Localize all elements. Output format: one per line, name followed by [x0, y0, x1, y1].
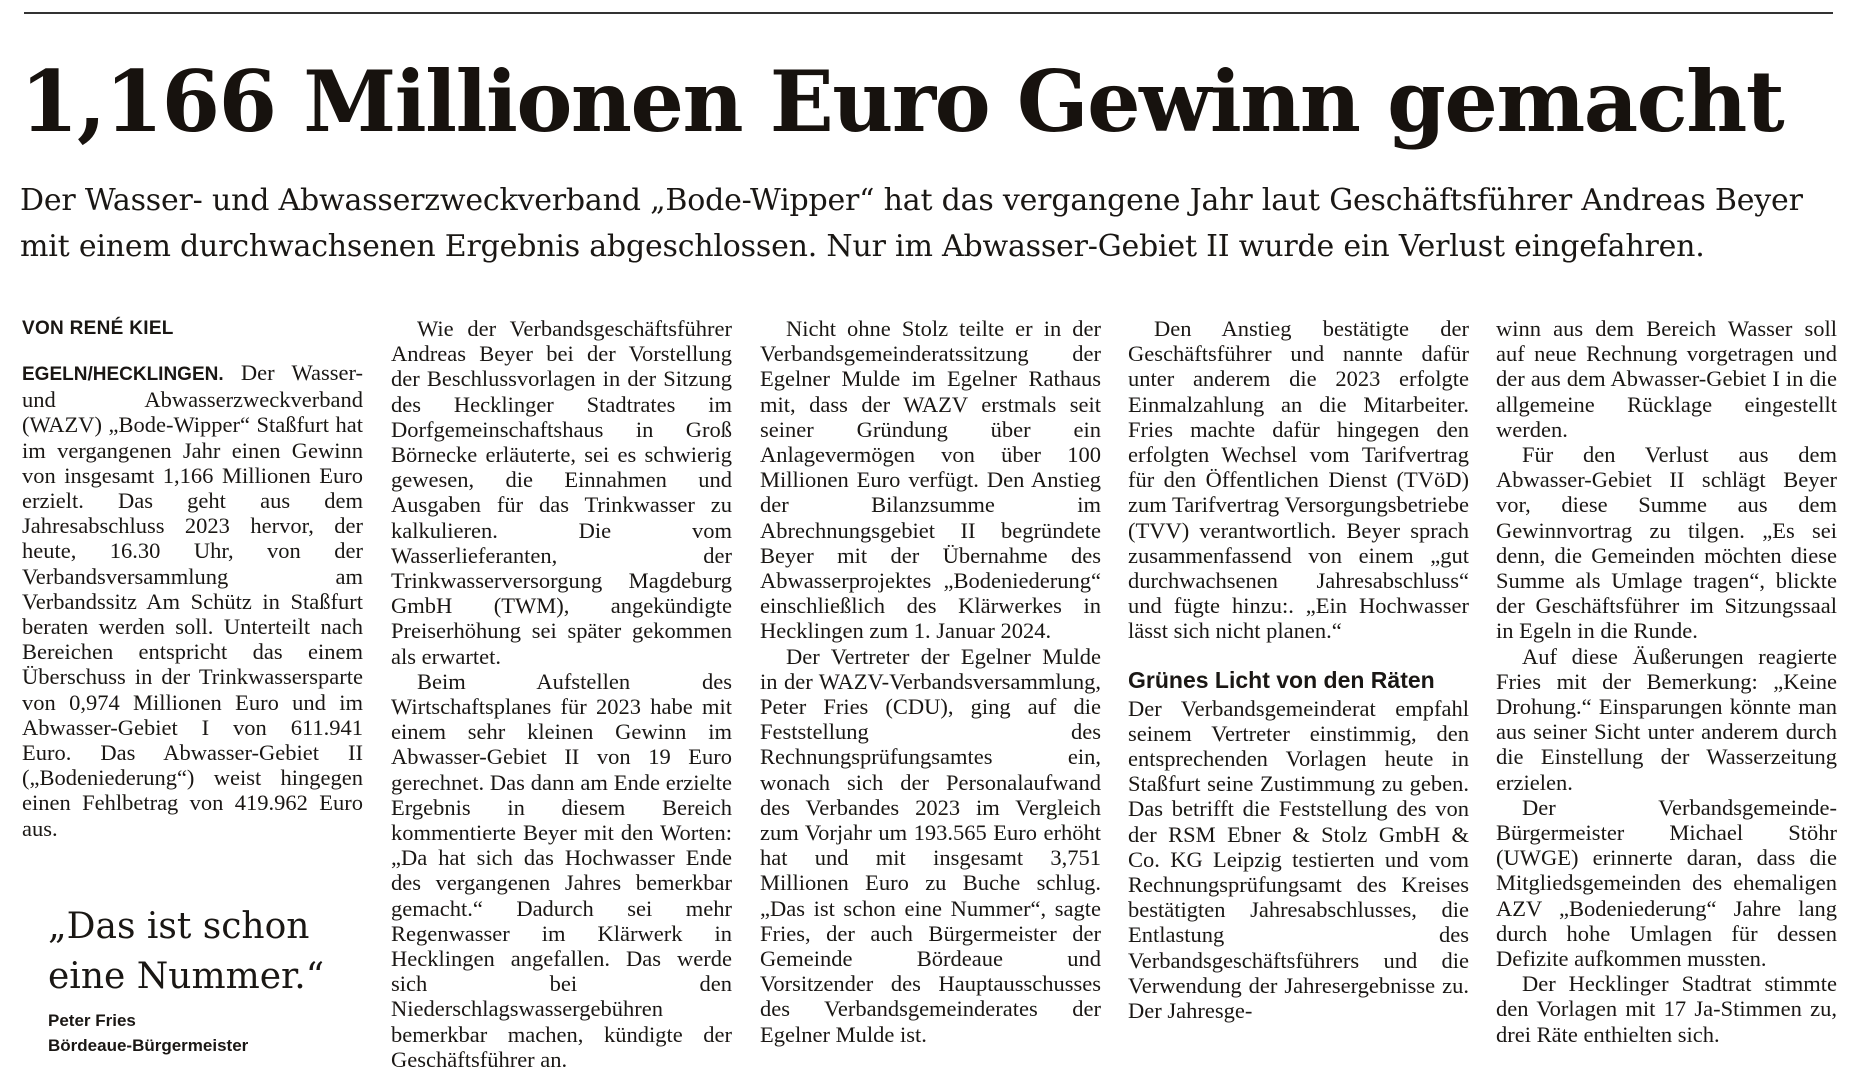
pull-quote-attribution: [48, 1008, 368, 1058]
article-column-4: [1128, 316, 1469, 1023]
paragraph: winn aus dem Bereich Wasser soll auf neue Rechnung vorgetragen und der aus dem Abwasser-Gebiet I in die allgemeine Rücklage eingestellt werden.: [1496, 316, 1837, 442]
byline: VON RENÉ KIEL: [22, 318, 174, 339]
pull-quote: „Das ist schon eine Nummer.“: [48, 906, 325, 997]
pull-quote-name: Peter Fries: [48, 1011, 136, 1030]
paragraph: Nicht ohne Stolz teilte er in der Verbandsgemeinderatssitzung der Egelner Mulde im Egelner Rathaus mit, dass der WAZV erstmals seit seiner Gründung über ein Anlagevermögen von über 100 Millionen Euro verfügt. Den Anstieg der Bilanzsumme im Abrechnungsgebiet II begründete Beyer mit der Übernahme des Abwasserprojektes „Bodeniederung“ einschließlich des Klärwerkes in Hecklingen zum 1. Januar 2024.: [760, 316, 1101, 644]
article-column-5: [1496, 316, 1837, 1047]
headline: 1,166 Millionen Euro Gewinn gemacht: [20, 52, 1784, 151]
paragraph: Auf diese Äußerungen reagierte Fries mit der Bemerkung: „Keine Drohung.“ Einsparungen könnte man aus seiner Sicht unter anderem durch die Einstellung der Wasserzeitung erzielen.: [1496, 643, 1837, 795]
subheading: Grünes Licht von den Räten: [1128, 666, 1435, 693]
article-column-3: [760, 316, 1101, 1047]
article-column-1: [22, 360, 363, 841]
paragraph: Beim Aufstellen des Wirtschaftsplanes für 2023 habe mit einem sehr kleinen Gewinn im Abwasser-Gebiet II von 19 Euro gerechnet. Das dann am Ende erzielte Ergebnis in diesem Bereich kommentierte Beyer mit den Worten: „Da hat sich das Hochwasser Ende des vergangenen Jahres bemerkbar gemacht.“ Dadurch sei mehr Regenwasser im Klärwerk in Hecklingen angefallen. Das werde sich bei den Niederschlagswassergebühren bemerkbar machen, kündigte der Geschäftsführer an.: [391, 668, 732, 1072]
paragraph: Der Vertreter der Egelner Mulde in der WAZV-Verbandsversammlung, Peter Fries (CDU), ging auf die Feststellung des Rechnungsprüfungsamtes ein, wonach sich der Personalaufwand des Verbandes 2023 im Vergleich zum Vorjahr um 193.565 Euro erhöht hat und mit insgesamt 3,751 Millionen Euro zu Buche schlug. „Das ist schon eine Nummer“, sagte Fries, der auch Bürgermeister der Gemeinde Bördeaue und Vorsitzender des Hauptausschusses des Verbandsgemeinderates der Egelner Mulde ist.: [760, 643, 1101, 1047]
paragraph: Den Anstieg bestätigte der Geschäftsführer und nannte dafür unter anderem die 2023 erfolgte Einmalzahlung an die Mitarbeiter. Fries machte dafür hingegen den erfolgten Wechsel vom Tarifvertrag für den Öffentlichen Dienst (TVöD) zum Tarifvertrag Versorgungsbetriebe (TVV) verantwortlich. Beyer sprach zusammenfassend von einem „gut durchwachsenen Jahresabschluss“ und fügte hinzu:. „Ein Hochwasser lässt sich nicht planen.“: [1128, 316, 1469, 644]
lead-text: Der Wasser- und Abwasserzweckverband (WAZV) „Bode-Wipper“ Staßfurt hat im vergangenen Jahr einen Gewinn von insgesamt 1,166 Millionen Euro erzielt. Das geht aus dem Jahresabschluss 2023 hervor, der heute, 16.30 Uhr, von der Verbandsversammlung am Verbandssitz Am Schütz in Staßfurt beraten werden soll. Unterteilt nach Bereichen entspricht das einem Überschuss in der Trinkwassersparte von 0,974 Millionen Euro und im Abwasser-Gebiet I von 611.941 Euro. Das Abwasser-Gebiet II („Bodeniederung“) weist hingegen einen Fehlbetrag von 419.962 Euro aus.: [22, 360, 363, 841]
paragraph: Der Verbandsgemeinderat empfahl seinem Vertreter einstimmig, den entsprechenden Vorlagen heute in Staßfurt seine Zustimmung zu geben. Das betrifft die Feststellung des von der RSM Ebner & Stolz GmbH & Co. KG Leipzig testierten und vom Rechnungsprüfungsamt des Kreises bestätigten Jahresabschlusses, die Entlastung des Verbandsgeschäftsführers und die Verwendung der Jahresergebnisse zu. Der Jahresge-: [1128, 695, 1469, 1024]
paragraph: Der Verbandsgemeinde-Bürgermeister Michael Stöhr (UWGE) erinnerte daran, dass die Mitgliedsgemeinden des ehemaligen AZV „Bodeniederung“ Jahre lang durch hohe Umlagen für dessen Defizite aufkommen mussten.: [1496, 794, 1837, 972]
paragraph: Für den Verlust aus dem Abwasser-Gebiet II schlägt Beyer vor, diese Summe aus dem Gewinnvortrag zu tilgen. „Es sei denn, die Gemeinden möchten diese Summe als Umlage tragen“, blickte der Geschäftsführer im Sitzungssaal in Egeln in die Runde.: [1496, 442, 1837, 644]
paragraph: Der Hecklinger Stadtrat stimmte den Vorlagen mit 17 Ja-Stimmen zu, drei Räte enthielten sich.: [1496, 971, 1837, 1047]
pull-quote-role: Bördeaue-Bürgermeister: [48, 1036, 249, 1055]
top-rule: [24, 12, 1833, 14]
dateline: EGELN/HECKLINGEN.: [22, 364, 224, 385]
deck: Der Wasser- und Abwasserzweckverband „Bode-Wipper“ hat das vergangene Jahr laut Geschäftsführer Andreas Beyer mit einem durchwachsenen Ergebnis abgeschlossen. Nur im Abwasser-Gebiet II wurde ein Verlust eingefahren.: [20, 183, 1803, 264]
paragraph: Wie der Verbandsgeschäftsführer Andreas Beyer bei der Vorstellung der Beschlussvorlagen in der Sitzung des Hecklinger Stadtrates im Dorfgemeinschaftshaus in Groß Börnecke erläuterte, sei es schwierig gewesen, die Einnahmen und Ausgaben für das Trinkwasser zu kalkulieren. Die vom Wasserlieferanten, der Trinkwasserversorgung Magdeburg GmbH (TWM), angekündigte Preiserhöhung sei später gekommen als erwartet.: [391, 316, 732, 669]
lead-paragraph: [22, 360, 363, 841]
article-column-2: [391, 316, 732, 1072]
